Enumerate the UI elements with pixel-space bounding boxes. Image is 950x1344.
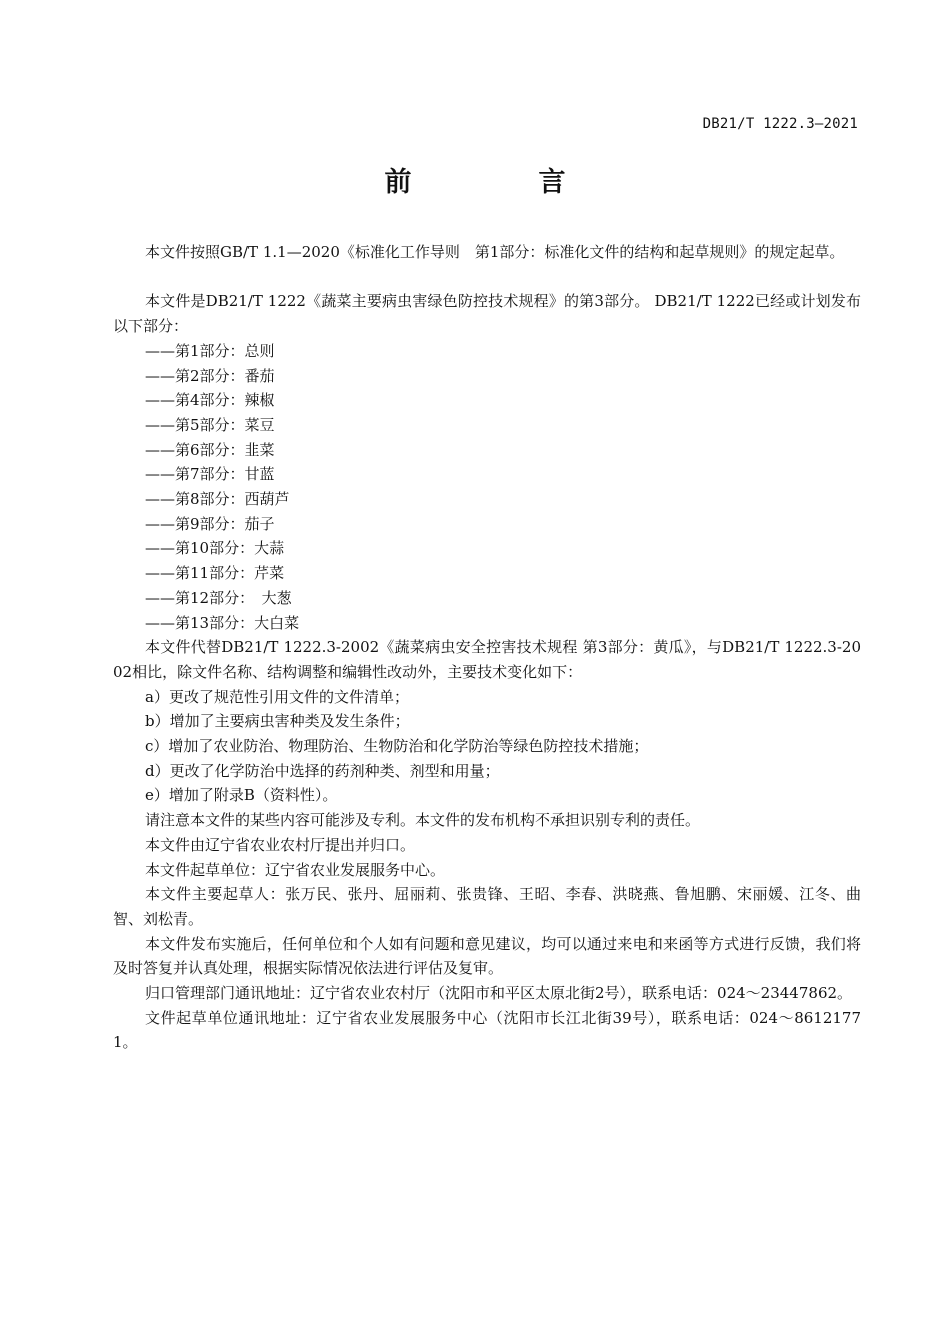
list-item: a）更改了规范性引用文件的文件清单； [145, 687, 409, 706]
paragraph-drafters: 本文件主要起草人：张万民、张丹、屈丽莉、张贵锋、王昭、李春、洪晓燕、鲁旭鹏、宋丽媛、江冬、曲智、刘松青。 [113, 885, 861, 928]
changes-list [113, 685, 861, 809]
list-item: ——第6部分：韭菜 [145, 440, 275, 459]
document-code: DB21/T 1222.3—2021 [702, 116, 858, 132]
list-item: ——第9部分：茄子 [145, 514, 275, 533]
paragraph-drafting-unit-address: 文件起草单位通讯地址：辽宁省农业发展服务中心（沈阳市长江北街39号），联系电话：024～86121771。 [113, 1008, 861, 1052]
paragraph-replacement: 本文件代替DB21/T 1222.3-2002《蔬菜病虫安全控害技术规程 第3部分：黄瓜》，与DB21/T 1222.3-2002相比，除文件名称、结构调整和编辑性改动外，主要技术变化如下： [113, 638, 861, 681]
spacer [113, 265, 861, 290]
list-item: ——第10部分：大蒜 [145, 539, 285, 558]
list-item: ——第11部分：芹菜 [145, 564, 285, 583]
paragraph-series-intro: 本文件是DB21/T 1222《蔬菜主要病虫害绿色防控技术规程》的第3部分。 DB21/T 1222已经或计划发布以下部分： [113, 292, 861, 336]
list-item: ——第8部分：西葫芦 [145, 490, 290, 509]
paragraph-proposer: 本文件由辽宁省农业农村厅提出并归口。 [145, 835, 416, 854]
list-item: ——第13部分：大白菜 [145, 613, 300, 632]
paragraph-authority-address: 归口管理部门通讯地址：辽宁省农业农村厅（沈阳市和平区太原北街2号），联系电话：024～23447862。 [145, 984, 853, 1003]
paragraph-patent-notice: 请注意本文件的某些内容可能涉及专利。本文件的发布机构不承担识别专利的责任。 [145, 811, 701, 830]
list-item: ——第12部分： 大葱 [145, 588, 292, 607]
list-item: ——第1部分：总则 [145, 341, 275, 360]
list-item: ——第2部分：番茄 [145, 366, 275, 385]
list-item: e）增加了附录B（资料性）。 [145, 786, 338, 805]
parts-list [113, 339, 861, 635]
page-title: 前 言 [384, 167, 616, 198]
list-item: b）增加了主要病虫害种类及发生条件； [145, 712, 410, 731]
foreword-body [113, 240, 861, 1055]
list-item: ——第4部分：辣椒 [145, 391, 275, 410]
list-item: ——第7部分：甘蓝 [145, 465, 275, 484]
paragraph-feedback: 本文件发布实施后，任何单位和个人如有问题和意见建议，均可以通过来电和来函等方式进行反馈，我们将及时答复并认真处理，根据实际情况依法进行评估及复审。 [113, 934, 861, 978]
paragraph-drafting-unit: 本文件起草单位：辽宁省农业发展服务中心。 [145, 860, 446, 879]
paragraph-drafting-basis: 本文件按照GB/T 1.1—2020《标准化工作导则 第1部分：标准化文件的结构和起草规则》的规定起草。 [145, 243, 845, 261]
list-item: ——第5部分：菜豆 [145, 415, 275, 434]
list-item: c）增加了农业防治、物理防治、生物防治和化学防治等绿色防控技术措施； [145, 737, 649, 756]
list-item: d）更改了化学防治中选择的药剂种类、剂型和用量； [145, 761, 500, 780]
